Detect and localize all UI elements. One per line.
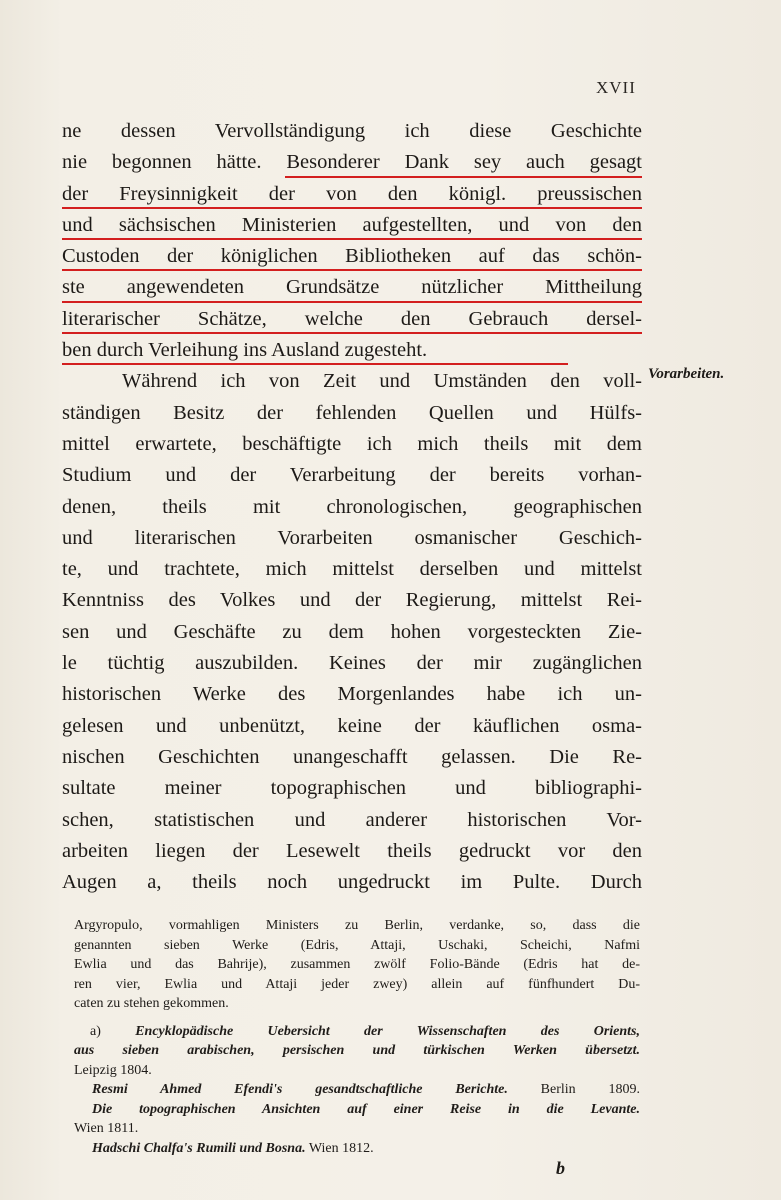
body-line: und literarischen Vorarbeiten osmanischer Geschich- [62, 526, 642, 549]
body-line-text: ste angewendeten Grundsätze nützlicher Mittheilung [62, 276, 642, 299]
footnote-a-title-cont: aus sieben arabischen, persischen und türkischen Werken übersetzt. [74, 1043, 640, 1058]
body-line-text: und sächsischen Ministerien aufgestellten, und von den [62, 213, 642, 236]
body-line: mittel erwartete, beschäftigte ich mich theils mit dem [62, 432, 642, 455]
page-number: XVII [596, 78, 636, 97]
body-line: ständigen Besitz der fehlenden Quellen und Hülfs- [62, 401, 642, 424]
footnote-a-item3-title: Die topographischen Ansichten auf einer Reise in die Levante. [92, 1101, 640, 1117]
footnote-a-item2 [74, 1080, 640, 1100]
body-line-text: ben durch Verleihung ins Ausland zugesteht. [62, 339, 428, 362]
body-line-underlined [62, 147, 642, 178]
body-line-text: literarischer Schätze, welche den Gebrauch dersel- [62, 307, 642, 330]
footnote-marker: a) [90, 1023, 101, 1039]
signature-mark: b [556, 1158, 565, 1178]
margin-note: Vorarbeiten. [648, 366, 725, 382]
footnote-line: caten zu stehen gekommen. [74, 996, 229, 1011]
body-line-underlined [62, 272, 642, 303]
red-underline [62, 207, 642, 209]
body-line: arbeiten liegen der Lesewelt theils gedruckt vor den [62, 839, 642, 862]
body-line: denen, theils mit chronologischen, geographischen [62, 495, 642, 518]
footnote-a-item4-title: Hadschi Chalfa's Rumili und Bosna. [92, 1140, 306, 1156]
body-line: ne dessen Vervollständigung ich diese Geschichte [62, 120, 642, 142]
footnote-line: Ewlia und das Bahrije), zusammen zwölf Folio-Bände (Edris hat de- [74, 957, 640, 972]
footnote-line: ren vier, Ewlia und Attaji jeder zwey) allein auf fünfhundert Du- [74, 976, 640, 992]
body-line: Während ich von Zeit und Umständen den voll- [122, 370, 642, 393]
body-line-underlined [62, 210, 642, 241]
body-line-text: Custoden der königlichen Bibliotheken auf das schön- [62, 245, 642, 268]
footnote-a-item3-imprint: Wien 1811. [74, 1121, 139, 1136]
body-line-underlined [62, 241, 642, 272]
body-line: sen und Geschäfte zu dem hohen vorgesteckten Zie- [62, 620, 642, 643]
body-line-text: nie begonnen hätte. Besonderer Dank sey auch gesagt [62, 151, 642, 174]
body-line: le tüchtig auszubilden. Keines der mir zugänglichen [62, 652, 642, 675]
footnote-a-item2-title: Resmi Ahmed Efendi's gesandtschaftliche Berichte. [92, 1082, 508, 1097]
red-underline [62, 332, 642, 334]
body-line: Kenntniss des Volkes und der Regierung, mittelst Rei- [62, 589, 642, 612]
red-underline [62, 301, 642, 303]
body-line-underlined [62, 304, 642, 335]
footnote-a-title: Encyklopädische Uebersicht der Wissenschaften des Orients, [135, 1023, 641, 1039]
body-line: nischen Geschichten unangeschafft gelassen. Die Re- [62, 745, 642, 768]
body-line: sultate meiner topographischen und bibliographi- [62, 777, 642, 800]
footnote-line: genannten sieben Werke (Edris, Attaji, Uschaki, Scheichi, Nafmi [74, 937, 640, 953]
body-line: Augen a, theils noch ungedruckt im Pulte. Durch [62, 871, 642, 894]
footnote-a-imprint: Leipzig 1804. [74, 1062, 152, 1078]
body-line-text: der Freysinnigkeit der von den königl. preussischen [62, 182, 642, 205]
footnotes [74, 916, 640, 1158]
body-line: gelesen und unbenützt, keine der käuflichen osma- [62, 714, 642, 737]
red-underline [62, 363, 568, 365]
body-line: te, und trachtete, mich mittelst derselben und mittelst [62, 558, 642, 581]
footnote-a-item4 [74, 1139, 640, 1159]
footnote-line: Argyropulo, vormahligen Ministers zu Berlin, verdanke, so, dass die [74, 918, 640, 933]
red-underline [62, 269, 642, 271]
footnote-a-item2-imprint: Berlin 1809. [540, 1082, 640, 1097]
red-underline [62, 238, 642, 240]
body-line: schen, statistischen und anderer historischen Vor- [62, 808, 642, 831]
body-line: Studium und der Verarbeitung der bereits vorhan- [62, 464, 642, 487]
body-line-underlined [62, 335, 642, 366]
red-underline [285, 176, 642, 178]
body-text [62, 116, 642, 898]
body-line: historischen Werke des Morgenlandes habe ich un- [62, 683, 642, 706]
body-line-underlined [62, 179, 642, 210]
footnote-a-line [74, 1022, 640, 1042]
footnote-a-item4-imprint: Wien 1812. [308, 1140, 374, 1156]
footnote-gap [74, 1014, 640, 1022]
